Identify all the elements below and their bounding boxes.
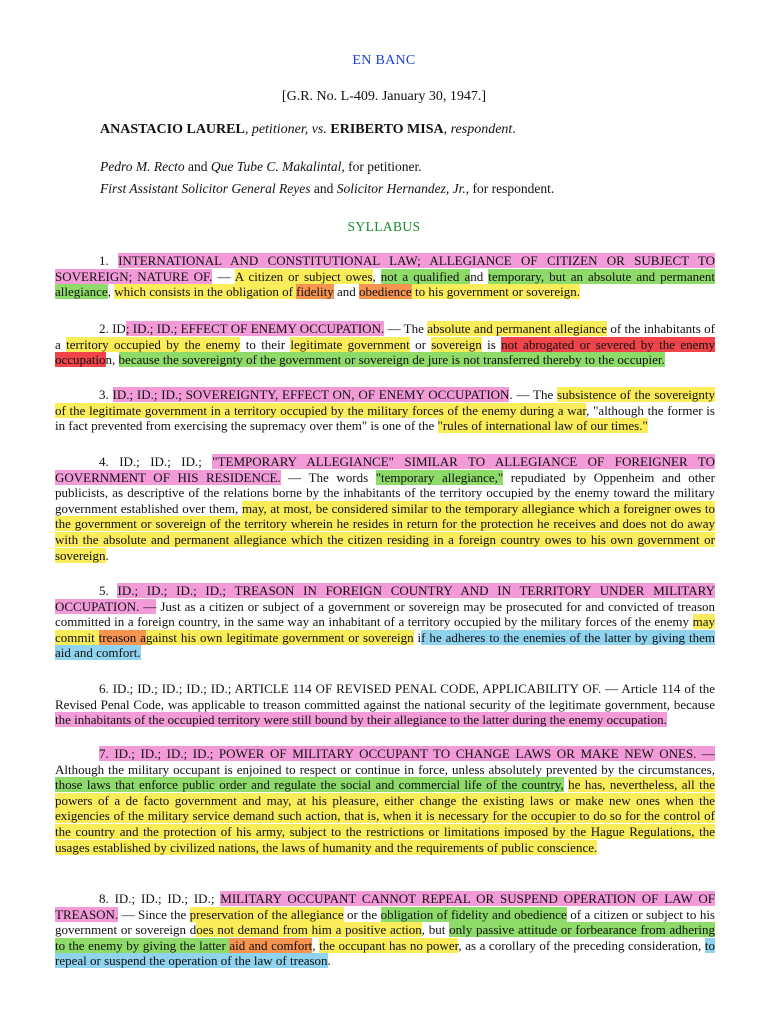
counsel-name: Solicitor Hernandez, Jr.	[336, 181, 466, 196]
paragraph-text: — The	[384, 321, 428, 336]
highlighted-text: legitimate government	[290, 336, 410, 352]
counsel-role: , for petitioner.	[341, 159, 422, 174]
highlighted-text: A citizen or subject owes	[234, 268, 373, 284]
paragraph-text: i	[413, 629, 422, 645]
highlighted-text: INTERNATIONAL AND CONSTITUTIONAL LAW; ALLEGIANCE OF CITIZEN OR SUBJECT TO SOVEREIGN; NATURE OF.	[55, 253, 715, 284]
paragraph-text: .	[105, 547, 109, 563]
highlighted-text: "rules of international law of our times."	[437, 418, 648, 434]
highlighted-text: oes not demand from him a positive action	[196, 922, 422, 938]
highlighted-text: ; ID.; ID.; EFFECT OF ENEMY OCCUPATION.	[125, 321, 385, 336]
paragraph-text: .	[327, 953, 331, 969]
counsel-name: Que Tube C. Makalintal	[210, 159, 342, 174]
highlighted-text: obligation of fidelity and obedience	[380, 906, 567, 922]
paragraph-text: repudiated by Oppenheim and other publicists, as descriptive of the relations borne by the inhabitants of the territory occupied by the enemy toward the military government established over them,	[55, 469, 715, 516]
highlighted-text: which consists in the obligation of	[114, 284, 297, 300]
paragraph-text: is	[481, 336, 502, 352]
paragraph-text: of the inhabitants of a	[55, 321, 715, 352]
highlighted-text: temporary, but an absolute and permanent allegiance	[55, 268, 716, 300]
highlighted-text: to his government or sovereign.	[411, 284, 580, 300]
paragraph-text: Just as a citizen or subject of a government or sovereign may be prosecuted for and convicted of treason committed in a foreign country, in the same way an inhabitant of a territory occupied by the military forces of the enemy	[55, 598, 715, 630]
paragraph-text: 5.	[99, 583, 118, 598]
highlighted-text: aid and comfort	[229, 937, 313, 953]
paragraph-text: and	[333, 284, 359, 300]
highlighted-text: fidelity	[296, 284, 334, 300]
paragraph-text: 6. ID.; ID.; ID.; ID.; ID.; ARTICLE 114 OF REVISED PENAL CODE, APPLICABILITY OF. — Article 114 of the Revised Penal Code, was applicable to treason committed against the national security of the legitimate government, because	[55, 681, 715, 712]
paragraph-text: 1.	[99, 253, 119, 268]
respondent-role: , respondent	[443, 122, 513, 137]
paragraph-text: , but	[421, 922, 450, 938]
highlighted-text: gainst his own legitimate government or sovereign	[145, 629, 414, 645]
counsel-name: Pedro M. Recto	[100, 159, 185, 174]
highlighted-text: territory occupied by the enemy	[66, 336, 241, 352]
highlighted-text: may commit	[55, 614, 715, 645]
paragraph-text: ,	[372, 268, 381, 284]
paragraph-text: . — The	[509, 387, 558, 402]
paragraph-text: 2. ID	[99, 321, 126, 336]
highlighted-text: absolute and permanent allegiance	[427, 321, 607, 336]
paragraph-text: nd	[470, 268, 489, 284]
case-parties	[100, 122, 516, 138]
counsel-respondent	[100, 181, 554, 197]
highlighted-text: the occupant has no power	[319, 937, 459, 953]
highlighted-text: preservation of the allegiance	[189, 906, 344, 922]
paragraph-text: , as a corollary of the preceding consideration,	[458, 937, 705, 953]
highlighted-text: those laws that enforce public order and regulate the social and commercial life of the country,	[55, 777, 564, 793]
court-division: EN BANC	[352, 53, 416, 68]
highlighted-text: because the sovereignty of the government or sovereign de jure is not transferred thereby to the occupier.	[118, 352, 665, 368]
paragraph-text: , "although the former is in fact prevented from exercising the supremacy over them" is one of the	[55, 402, 715, 434]
syllabus-item-8	[55, 891, 715, 969]
highlighted-text: not abrogated or severed by the enemy occupatio	[55, 336, 715, 368]
paragraph-text: 4. ID.; ID.; ID.;	[99, 454, 213, 469]
counsel-role: , for respondent.	[465, 181, 555, 196]
counsel-conjunction: and	[184, 159, 211, 174]
highlighted-text: sovereign	[431, 336, 482, 352]
highlighted-text: only passive attitude or forbearance from adhering to the enemy by giving the latter	[55, 922, 715, 953]
paragraph-text: 3.	[99, 387, 113, 402]
highlighted-text: treason a	[98, 629, 146, 645]
syllabus-item-3	[55, 387, 715, 434]
highlighted-text: "TEMPORARY ALLEGIANCE" SIMILAR TO ALLEGIANCE OF FOREIGNER TO GOVERNMENT OF HIS RESIDENCE.	[55, 454, 715, 485]
syllabus-item-6	[55, 681, 715, 728]
highlighted-text: to repeal or suspend the operation of the law of treason	[55, 937, 715, 969]
case-number: [G.R. No. L-409. January 30, 1947.]	[281, 89, 487, 104]
highlighted-text: ID.; ID.; ID.; ID.; TREASON IN FOREIGN COUNTRY AND IN TERRITORY UNDER MILITARY OCCUPATION. —	[55, 583, 716, 614]
paragraph-text: of a citizen or subject to his government or sovereign d	[55, 906, 715, 938]
syllabus-heading: SYLLABUS	[347, 219, 421, 234]
paragraph-text: ,	[312, 937, 320, 953]
petitioner-role: , petitioner	[244, 122, 305, 137]
highlighted-text: f he adheres to the enemies of the latter by giving them aid and comfort.	[55, 629, 715, 661]
highlighted-text: he has, nevertheless, all the powers of a de facto government and may, at his pleasure, either change the existing laws or make new ones when the exigencies of the military service demand such action, that is, when it is necessary for the occupier to do so for the control of the country and the protection of his army, subject to the restrictions or limitations imposed by the Hague Regulations, the usages established by civilized nations, the laws of humanity and the requirements of public conscience.	[55, 777, 715, 855]
highlighted-text: not a qualified a	[380, 268, 471, 284]
paragraph-text: to their	[240, 336, 291, 352]
syllabus-item-2	[55, 321, 715, 368]
highlighted-text: ID.; ID.; ID.; SOVEREIGNTY, EFFECT ON, OF ENEMY OCCUPATION	[112, 387, 510, 402]
syllabus-item-5	[55, 583, 715, 661]
versus-text: , vs.	[304, 122, 331, 137]
paragraph-text: Although the military occupant is enjoined to respect or continue in force, unless absolutely prevented by the circumstances,	[55, 761, 715, 777]
highlighted-text: the inhabitants of the occupied territory were still bound by their allegiance to the latter during the enemy occupation.	[55, 712, 667, 728]
highlighted-text: obedience	[359, 284, 412, 300]
syllabus-item-1	[55, 253, 715, 300]
paragraph-text: 8. ID.; ID.; ID.; ID.;	[99, 891, 221, 906]
syllabus-item-7	[55, 746, 715, 855]
paragraph-text: n,	[105, 352, 119, 368]
paragraph-text: or the	[343, 906, 381, 922]
paragraph-text: — The words	[280, 469, 376, 485]
paragraph-text: — Since the	[118, 906, 190, 922]
counsel-petitioner	[100, 159, 422, 175]
petitioner-name: ANASTACIO LAUREL	[100, 122, 245, 137]
highlighted-text: subsistence of the sovereignty of the legitimate government in a territory occupied by the military forces of the enemy during a war	[55, 387, 715, 418]
parties-end: .	[512, 122, 516, 137]
respondent-name: ERIBERTO MISA	[330, 122, 444, 137]
paragraph-text: or	[409, 336, 432, 352]
counsel-name: First Assistant Solicitor General Reyes	[100, 181, 311, 196]
highlighted-text: MILITARY OCCUPANT CANNOT REPEAL OR SUSPEND OPERATION OF LAW OF TREASON.	[55, 891, 715, 922]
highlighted-text: may, at most, be considered similar to the temporary allegiance which a foreigner owes to the government or sovereign of the territory wherein he resides in return for the protection he receives and does not do away with the absolute and permanent allegiance which the citizen residing in a foreign country owes to his own government or sovereign	[55, 500, 715, 563]
paragraph-text: —	[212, 268, 235, 284]
paragraph-text: ,	[107, 284, 115, 300]
highlighted-text: "temporary allegiance,"	[375, 469, 504, 485]
syllabus-item-4	[55, 454, 715, 563]
counsel-conjunction: and	[310, 181, 337, 196]
highlighted-text: 7. ID.; ID.; ID.; ID.; POWER OF MILITARY OCCUPANT TO CHANGE LAWS OR MAKE NEW ONES. —	[99, 746, 715, 761]
